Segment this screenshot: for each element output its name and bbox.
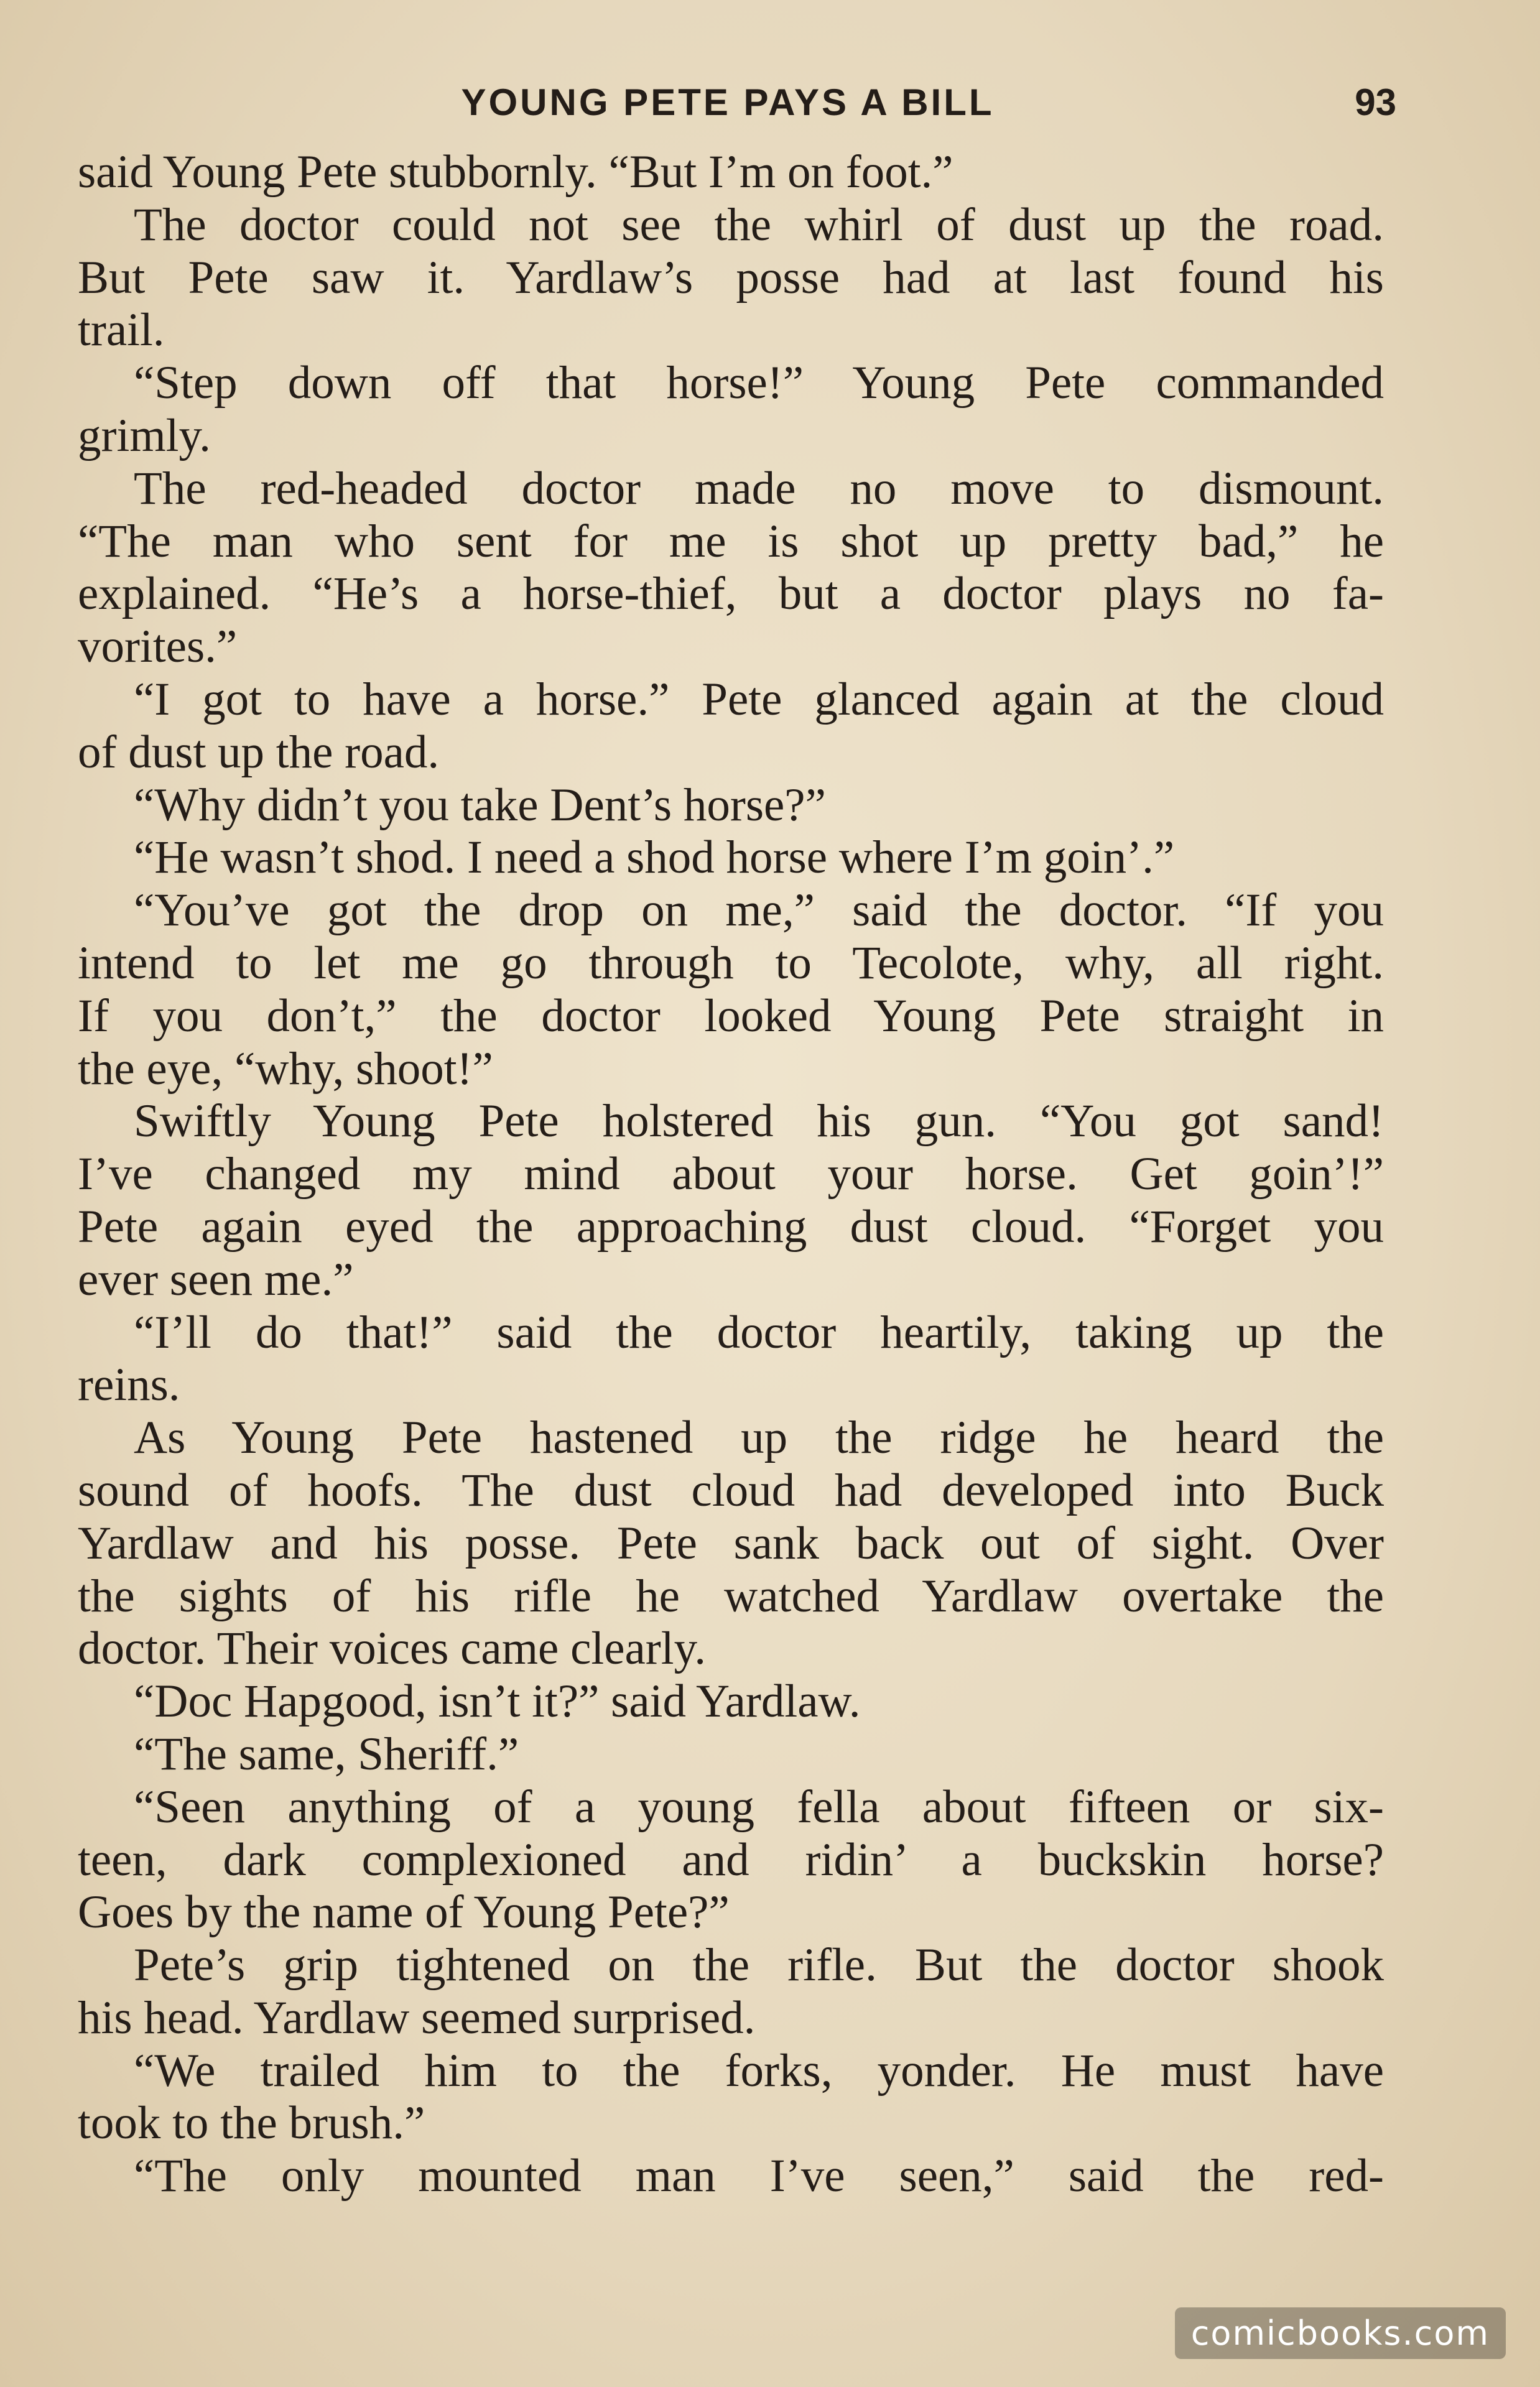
- text-line: the sights of his rifle he watched Yardlaw overtake the: [78, 1570, 1384, 1622]
- text-line: “We trailed him to the forks, yonder. He must have: [134, 2044, 1384, 2097]
- text-line: “The only mounted man I’ve seen,” said the red-: [134, 2150, 1384, 2202]
- text-line: “I’ll do that!” said the doctor heartily, taking up the: [134, 1306, 1384, 1358]
- body-text: [78, 146, 1384, 2203]
- text-line: sound of hoofs. The dust cloud had developed into Buck: [78, 1464, 1384, 1516]
- text-line: “The man who sent for me is shot up pretty bad,” he: [78, 515, 1384, 567]
- page-header: [75, 75, 1396, 131]
- text-line: Yardlaw and his posse. Pete sank back out of sight. Over: [78, 1517, 1384, 1569]
- text-line: “I got to have a horse.” Pete glanced again at the cloud: [134, 673, 1384, 725]
- text-line: “Doc Hapgood, isn’t it?” said Yardlaw.: [134, 1676, 861, 1728]
- text-line: explained. “He’s a horse-thief, but a doctor plays no fa-: [78, 568, 1384, 620]
- text-line: intend to let me go through to Tecolote, why, all right.: [78, 937, 1384, 989]
- watermark: comicbooks.com: [1175, 2307, 1506, 2359]
- text-line: ever seen me.”: [78, 1253, 354, 1305]
- text-line: Goes by the name of Young Pete?”: [78, 1886, 730, 1939]
- text-line: “Why didn’t you take Dent’s horse?”: [134, 779, 826, 831]
- text-line: of dust up the road.: [78, 726, 440, 778]
- text-line: took to the brush.”: [78, 2097, 425, 2149]
- text-line: his head. Yardlaw seemed surprised.: [78, 1991, 756, 2044]
- page-number: 93: [1355, 81, 1396, 123]
- text-line: But Pete saw it. Yardlaw’s posse had at last found his: [78, 251, 1384, 304]
- text-line: trail.: [78, 304, 165, 356]
- text-line: the eye, “why, shoot!”: [78, 1042, 493, 1095]
- text-line: “You’ve got the drop on me,” said the doctor. “If you: [134, 884, 1384, 937]
- text-line: I’ve changed my mind about your horse. Get goin’!”: [78, 1148, 1384, 1200]
- text-line: “The same, Sheriff.”: [134, 1728, 519, 1780]
- text-line: Pete’s grip tightened on the rifle. But the doctor shook: [134, 1939, 1384, 1991]
- text-line: Pete again eyed the approaching dust cloud. “Forget you: [78, 1200, 1384, 1253]
- text-line: “Seen anything of a young fella about fifteen or six-: [134, 1781, 1384, 1833]
- text-line: reins.: [78, 1359, 180, 1411]
- text-line: vorites.”: [78, 621, 238, 673]
- text-line: “He wasn’t shod. I need a shod horse where I’m goin’.”: [134, 832, 1175, 884]
- text-line: As Young Pete hastened up the ridge he heard the: [134, 1412, 1384, 1464]
- text-line: grimly.: [78, 409, 211, 461]
- text-line: The red-headed doctor made no move to dismount.: [134, 462, 1384, 514]
- text-line: doctor. Their voices came clearly.: [78, 1623, 706, 1675]
- running-title: YOUNG PETE PAYS A BILL: [461, 81, 995, 123]
- text-line: said Young Pete stubbornly. “But I’m on foot.”: [78, 146, 953, 198]
- text-line: If you don’t,” the doctor looked Young Pete straight in: [78, 990, 1384, 1042]
- text-line: The doctor could not see the whirl of dust up the road.: [134, 198, 1384, 251]
- text-line: “Step down off that horse!” Young Pete commanded: [134, 357, 1384, 409]
- text-line: teen, dark complexioned and ridin’ a buckskin horse?: [78, 1833, 1384, 1886]
- text-line: Swiftly Young Pete holstered his gun. “You got sand!: [134, 1095, 1384, 1147]
